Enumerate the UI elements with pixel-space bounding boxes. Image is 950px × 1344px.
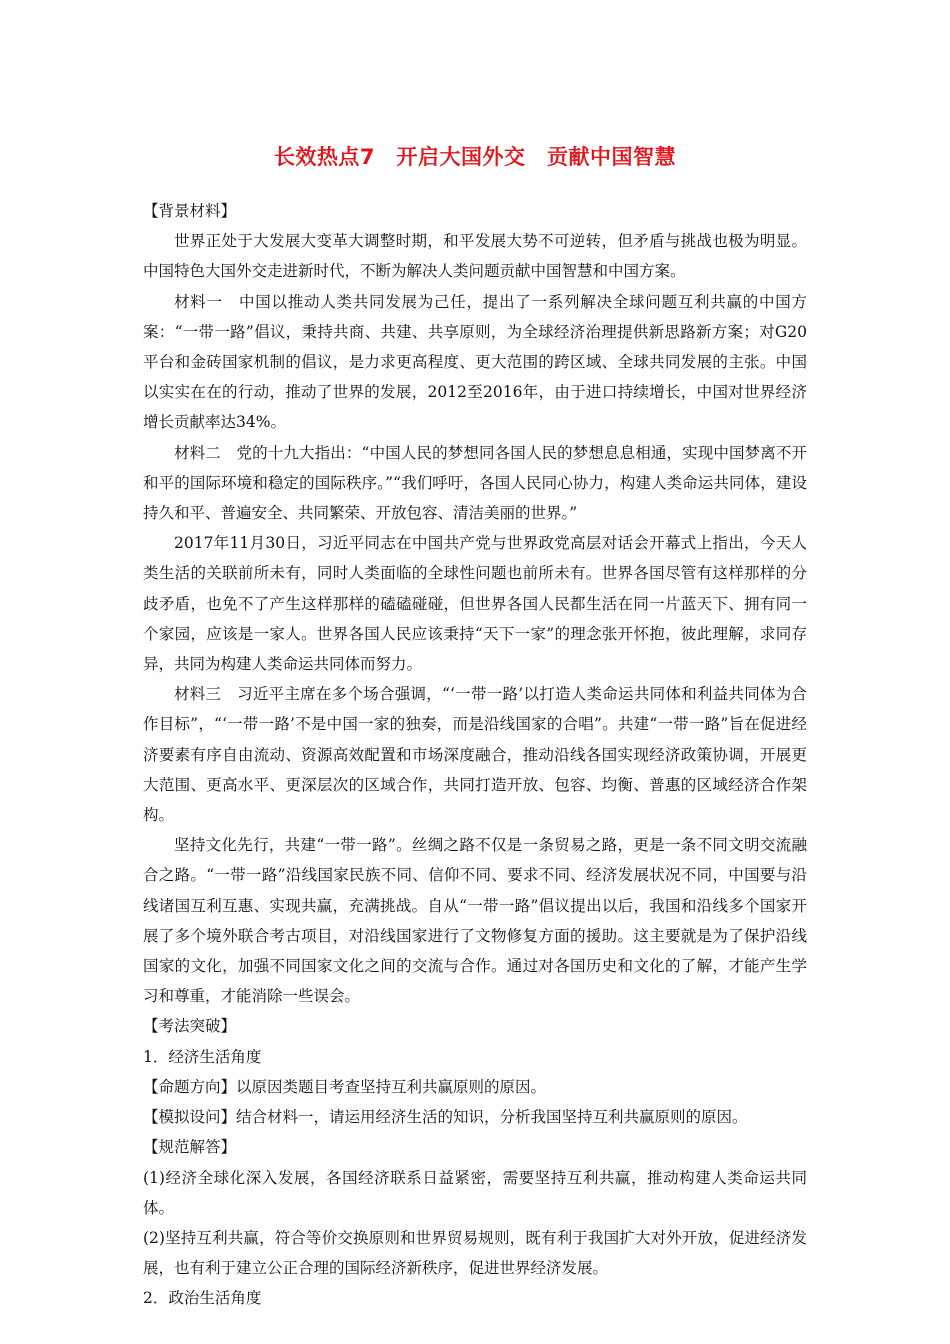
answer-point-one: (1)经济全球化深入发展，各国经济联系日益紧密，需要坚持互利共赢，推动构建人类命运共同体。	[143, 1168, 807, 1217]
material-three-continuation: 坚持文化先行，共建“一带一路”。丝绸之路不仅是一条贸易之路，更是一条不同文明交流融合之路。“一带一路”沿线国家民族不同、信仰不同、要求不同、经济发展状况不同，中国要与沿线诸国互利互惠、实现共赢，充满挑战。自从“一带一路”倡议提出以后，我国和沿线多个国家开展了多个境外联合考古项目，对沿线国家进行了文物修复方面的援助。这主要就是为了保护沿线国家的文化，加强不同国家文化之间的交流与合作。通过对各国历史和文化的了解，才能产生学习和尊重，才能消除一些误会。	[143, 836, 807, 1006]
question-direction: 【命题方向】以原因类题目考查坚持互利共赢原则的原因。	[143, 1077, 547, 1096]
material-one-paragraph: 材料一 中国以推动人类共同发展为己任，提出了一系列解决全球问题互利共赢的中国方案：“一带一路”倡议，秉持共商、共建、共享原则，为全球经济治理提供新思路新方案；对G20平台和金砖国家机制的倡议，是力求更高程度、更大范围的跨区域、全球共同发展的主张。中国以实实在在的行动，推动了世界的发展，2012至2016年，由于进口持续增长，中国对世界经济增长贡献率达34%。	[143, 292, 807, 432]
material-three-paragraph: 材料三 习近平主席在多个场合强调，“‘一带一路’以打造人类命运共同体和利益共同体为合作目标”，“‘一带一路’不是中国一家的独奏，而是沿线国家的合唱”。共建“一带一路”旨在促进经济要素有序自由流动、资源高效配置和市场深度融合，推动沿线各国实现经济政策协调，开展更大范围、更高水平、更深层次的区域合作，共同打造开放、包容、均衡、普惠的区域经济合作架构。	[143, 685, 807, 825]
document-title: 长效热点7 开启大国外交 贡献中国智慧	[273, 145, 677, 169]
document-body	[143, 196, 807, 1314]
background-material-header: 【背景材料】	[143, 202, 237, 220]
standard-answer-header: 【规范解答】	[143, 1138, 237, 1157]
political-angle-heading: 2．政治生活角度	[143, 1289, 262, 1308]
material-two-continuation: 2017年11月30日，习近平同志在中国共产党与世界政党高层对话会开幕式上指出，今天人类生活的关联前所未有，同时人类面临的全球性问题也前所未有。世界各国尽管有这样那样的分歧矛盾，也免不了产生这样那样的磕磕碰碰，但世界各国人民都生活在同一片蓝天下、拥有同一个家园，应该是一家人。世界各国人民应该秉持“天下一家”的理念张开怀抱，彼此理解，求同存异，共同为构建人类命运共同体而努力。	[143, 534, 807, 674]
economic-angle-heading: 1．经济生活角度	[143, 1047, 262, 1066]
intro-paragraph: 世界正处于大发展大变革大调整时期，和平发展大势不可逆转，但矛盾与挑战也极为明显。中国特色大国外交走进新时代，不断为解决人类问题贡献中国智慧和中国方案。	[143, 232, 807, 281]
material-two-paragraph: 材料二 党的十九大指出：“中国人民的梦想同各国人民的梦想息息相通，实现中国梦离不开和平的国际环境和稳定的国际秩序。”“我们呼吁，各国人民同心协力，构建人类命运共同体，建设持久和平、普遍安全、共同繁荣、开放包容、清洁美丽的世界。”	[143, 443, 807, 523]
method-breakthrough-header: 【考法突破】	[143, 1017, 237, 1036]
simulated-question: 【模拟设问】结合材料一，请运用经济生活的知识，分析我国坚持互利共赢原则的原因。	[143, 1108, 748, 1127]
answer-point-two: (2)坚持互利共赢，符合等价交换原则和世界贸易规则，既有利于我国扩大对外开放，促进经济发展，也有利于建立公正合理的国际经济新秩序，促进世界经济发展。	[143, 1228, 807, 1278]
